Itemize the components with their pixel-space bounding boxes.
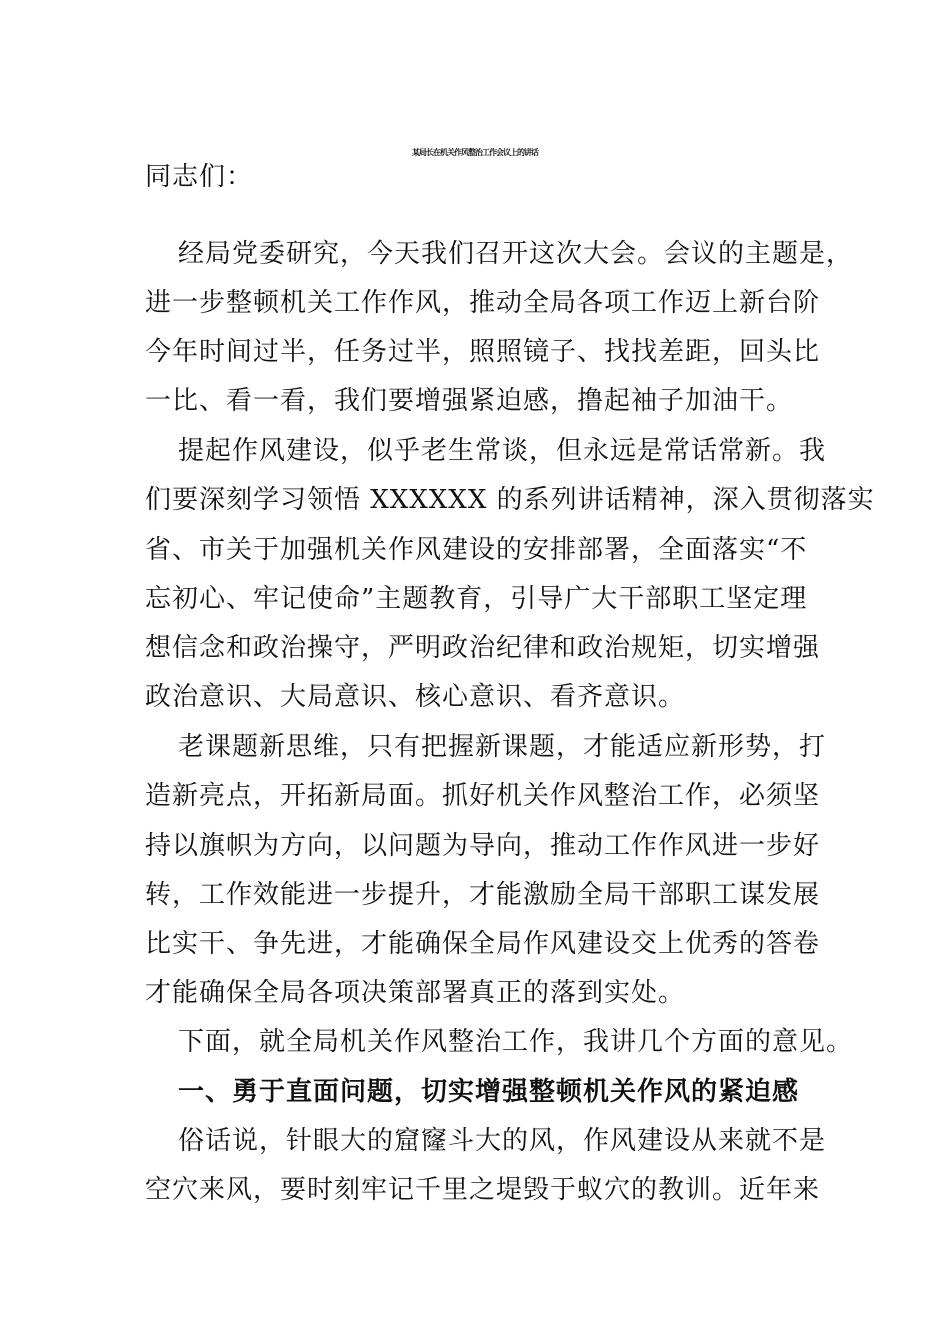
paragraph-2-line-5: 想信念和政治操守，严明政治纪律和政治规矩，切实增强 xyxy=(145,633,821,663)
paragraph-3-line-3: 持以旗帜为方向，以问题为导向，推动工作作风进一步好 xyxy=(145,831,821,861)
section-paragraph-line-2: 空穴来风，要时刻牢记千里之堤毁于蚁穴的教训。近年来 xyxy=(145,1175,821,1205)
section-heading: 一、勇于直面问题，切实增强整顿机关作风的紧迫感 xyxy=(178,1077,800,1107)
paragraph-3-line-6: 才能确保全局各项决策部署真正的落到实处。 xyxy=(145,978,686,1008)
paragraph-3-line-2: 造新亮点，开拓新局面。抓好机关作风整治工作，必须坚 xyxy=(145,781,821,811)
document-title: 某局长在机关作风整治工作会议上的讲话 xyxy=(412,147,538,157)
paragraph-3-line-1: 老课题新思维，只有把握新课题，才能适应新形势，打 xyxy=(178,732,827,762)
paragraph-2-line-2: 们要深刻学习领悟 XXXXXX 的系列讲话精神，深入贯彻落实 xyxy=(145,485,875,515)
paragraph-2-line-4: 忘初心、牢记使命”主题教育，引导广大干部职工坚定理 xyxy=(145,584,808,614)
paragraph-4-line-1: 下面，就全局机关作风整治工作，我讲几个方面的意见。 xyxy=(178,1027,854,1057)
paragraph-1-line-3: 今年时间过半，任务过半，照照镜子、找找差距，回头比 xyxy=(145,337,821,367)
salutation: 同志们： xyxy=(145,162,254,192)
paragraph-2-line-1: 提起作风建设，似乎老生常谈，但永远是常话常新。我 xyxy=(178,436,827,466)
paragraph-1-line-1: 经局党委研究，今天我们召开这次大会。会议的主题是， xyxy=(178,239,854,269)
paragraph-1-line-2: 进一步整顿机关工作作风，推动全局各项工作迈上新台阶 xyxy=(145,288,821,318)
paragraph-1-line-4: 一比、看一看，我们要增强紧迫感，撸起袖子加油干。 xyxy=(145,386,794,416)
paragraph-3-line-4: 转，工作效能进一步提升，才能激励全局干部职工谋发展 xyxy=(145,880,821,910)
paragraph-2-line-6: 政治意识、大局意识、核心意识、看齐意识。 xyxy=(145,682,686,712)
paragraph-3-line-5: 比实干、争先进，才能确保全局作风建设交上优秀的答卷 xyxy=(145,929,821,959)
paragraph-2-line-3: 省、市关于加强机关作风建设的安排部署，全面落实“不 xyxy=(145,535,808,565)
section-paragraph-line-1: 俗话说，针眼大的窟窿斗大的风，作风建设从来就不是 xyxy=(178,1126,827,1156)
